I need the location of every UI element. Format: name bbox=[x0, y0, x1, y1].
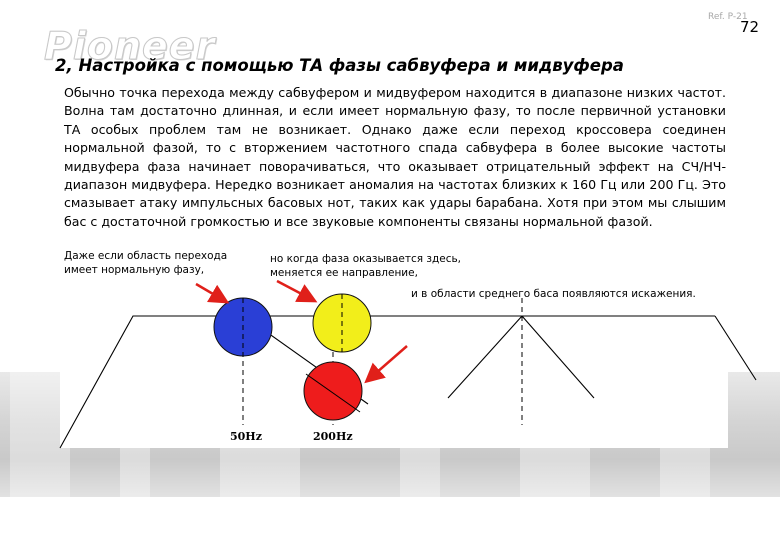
label-200hz: 200Hz bbox=[313, 430, 353, 443]
crossover-curve bbox=[60, 316, 715, 448]
red-phase-circle bbox=[304, 362, 362, 420]
arrow-to-red bbox=[368, 346, 407, 380]
slide-title: 2, Настройка с помощью ТА фазы сабвуфера и мидвуфера bbox=[55, 56, 624, 75]
label-50hz: 50Hz bbox=[230, 430, 262, 443]
note-phase-change: но когда фаза оказывается здесь, меняется ее направление, bbox=[270, 253, 462, 279]
pioneer-logo: Pioneer bbox=[44, 24, 216, 68]
arrow-to-blue bbox=[196, 284, 225, 301]
reference-label: Ref. P-21 bbox=[708, 12, 748, 22]
right-slope bbox=[715, 316, 756, 380]
body-paragraph: Обычно точка перехода между сабвуфером и мидвуфером находится в диапазоне низких частот. Волна там достаточно длинная, и если имеет нормальную фазу, то после первичной установки ТА особых проблем там не возникает. Однако даже если переход кроссовера соединен нормальной фазой, то с вторжением частотного спада сабвуфера в более высокие частоты мидвуфера фаза начинает поворачиваться, что оказывает отрицательный эффект на СЧ/НЧ-диапазон мидвуфера. Нередко возникает аномалия на частотах близких к 160 Гц или 200 Гц. Это смазывает атаку импульсных басовых нот, таких как удары барабана. Хотя при этом мы слышим бас с достаточной громкостью и все звуковые компоненты связаны нормальной фазой. bbox=[64, 85, 726, 229]
arrow-to-yellow bbox=[277, 281, 313, 300]
note-distortion: и в области среднего баса появляются искажения. bbox=[411, 288, 696, 300]
midrange-falling-slope bbox=[522, 316, 594, 398]
page-number: 72 bbox=[740, 18, 760, 36]
note-crossover: Даже если область перехода имеет нормальную фазу, bbox=[64, 250, 228, 276]
midrange-rising-slope bbox=[448, 316, 522, 398]
